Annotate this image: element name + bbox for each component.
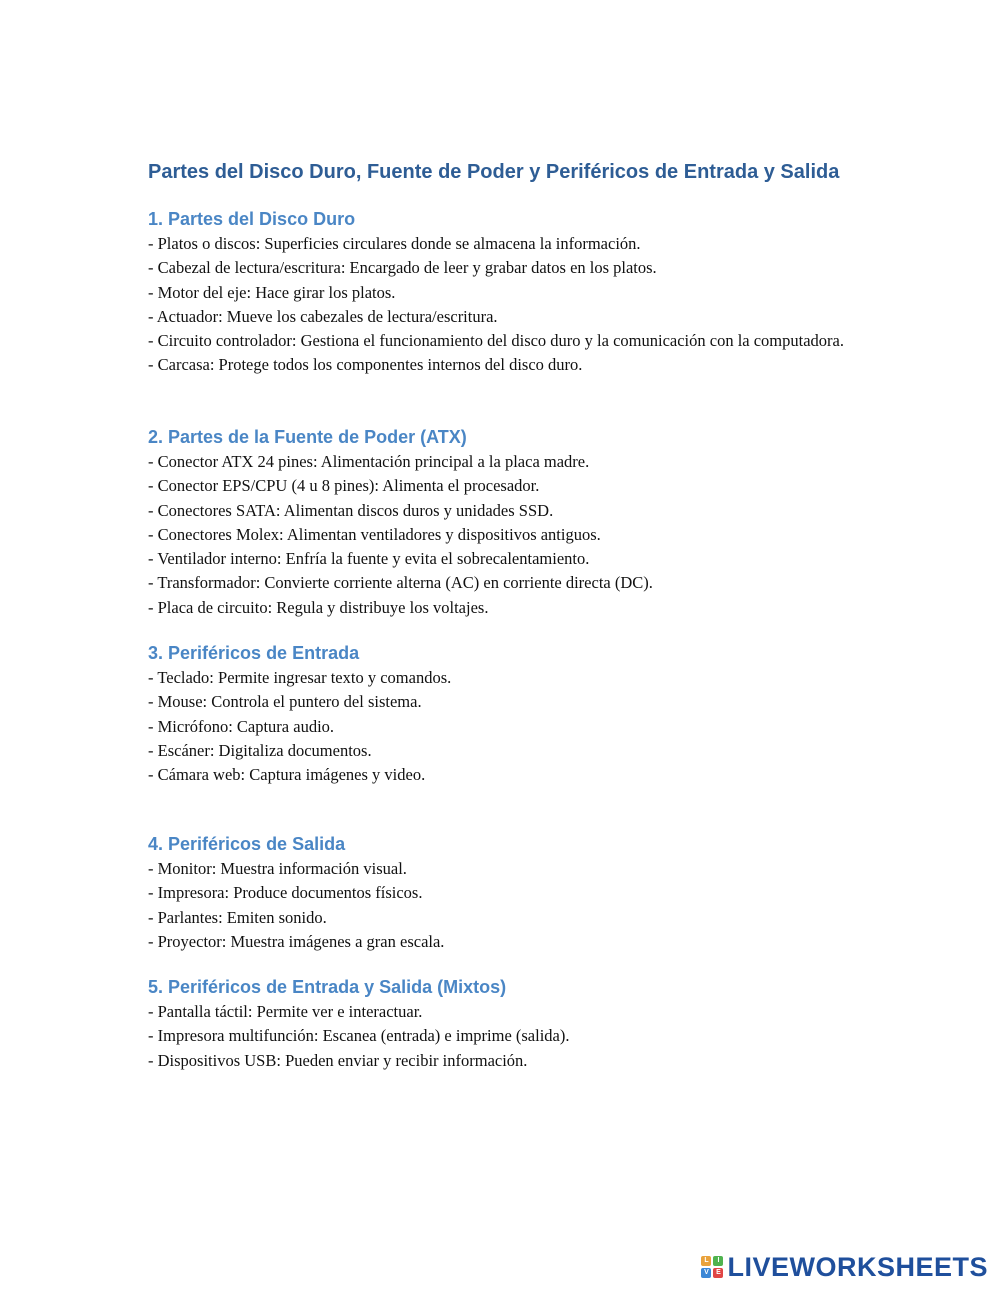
section-fuente-de-poder [148, 424, 848, 620]
list-item: - Proyector: Muestra imágenes a gran escala. [148, 931, 445, 951]
list-item: - Circuito controlador: Gestiona el funcionamiento del disco duro y la comunicación con la computadora. [148, 331, 844, 351]
list-item: - Micrófono: Captura audio. [148, 716, 335, 736]
list-item: - Dispositivos USB: Pueden enviar y recibir información. [148, 1050, 528, 1070]
section-heading: 3. Periféricos de Entrada [148, 643, 360, 663]
list-item: - Impresora: Produce documentos físicos. [148, 883, 423, 903]
section-perifericos-entrada [148, 640, 848, 787]
logo-tile: E [713, 1268, 723, 1278]
logo-tile: V [701, 1268, 711, 1278]
logo-tile: I [713, 1256, 723, 1266]
brand-name: LIVEWORKSHEETS [727, 1252, 988, 1282]
section-perifericos-salida [148, 831, 848, 954]
list-item: - Motor del eje: Hace girar los platos. [148, 282, 396, 302]
list-item: - Conectores SATA: Alimentan discos duros y unidades SSD. [148, 500, 554, 520]
list-item: - Impresora multifunción: Escanea (entrada) e imprime (salida). [148, 1026, 570, 1046]
list-item: - Mouse: Controla el puntero del sistema. [148, 692, 422, 712]
list-item: - Escáner: Digitaliza documentos. [148, 740, 372, 760]
section-heading: 1. Partes del Disco Duro [148, 209, 356, 229]
section-heading: 2. Partes de la Fuente de Poder (ATX) [148, 427, 467, 447]
list-item: - Carcasa: Protege todos los componentes internos del disco duro. [148, 355, 583, 375]
liveworksheets-logo [701, 1252, 988, 1282]
section-heading: 5. Periféricos de Entrada y Salida (Mixtos) [148, 977, 507, 997]
list-item: - Conector ATX 24 pines: Alimentación principal a la placa madre. [148, 452, 590, 471]
list-item: - Monitor: Muestra información visual. [148, 859, 407, 878]
list-item: - Placa de circuito: Regula y distribuye los voltajes. [148, 597, 489, 617]
page-title: Partes del Disco Duro, Fuente de Poder y Periféricos de Entrada y Salida [148, 161, 840, 183]
list-item: - Transformador: Convierte corriente alterna (AC) en corriente directa (DC). [148, 573, 653, 593]
list-item: - Ventilador interno: Enfría la fuente y evita el sobrecalentamiento. [148, 549, 590, 569]
list-item: - Platos o discos: Superficies circulares donde se almacena la información. [148, 234, 641, 253]
list-item: - Conector EPS/CPU (4 u 8 pines): Alimenta el procesador. [148, 476, 540, 496]
section-disco-duro [148, 206, 848, 378]
list-item: - Pantalla táctil: Permite ver e interactuar. [148, 1002, 423, 1021]
logo-tile: L [701, 1256, 711, 1266]
list-item: - Conectores Molex: Alimentan ventiladores y dispositivos antiguos. [148, 524, 601, 544]
liveworksheets-logo-icon [701, 1256, 723, 1278]
list-item: - Parlantes: Emiten sonido. [148, 907, 327, 927]
section-heading: 4. Periféricos de Salida [148, 834, 346, 854]
list-item: - Teclado: Permite ingresar texto y comandos. [148, 668, 452, 687]
list-item: - Actuador: Mueve los cabezales de lectura/escritura. [148, 306, 498, 326]
list-item: - Cámara web: Captura imágenes y video. [148, 765, 426, 785]
section-perifericos-mixtos [148, 974, 848, 1073]
list-item: - Cabezal de lectura/escritura: Encargado de leer y grabar datos en los platos. [148, 258, 657, 278]
